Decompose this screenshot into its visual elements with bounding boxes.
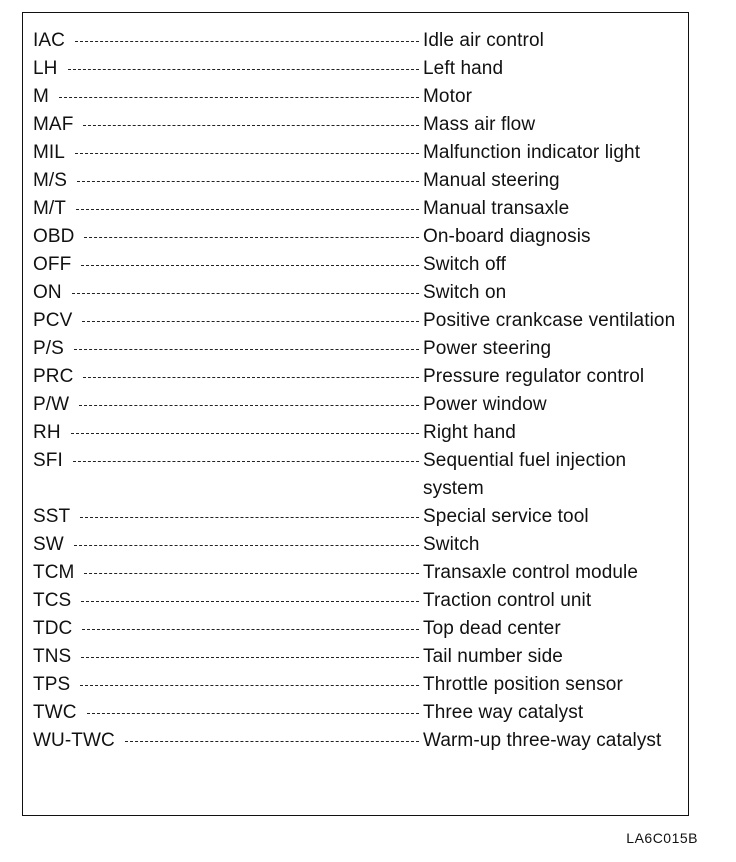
abbreviation-row bbox=[33, 139, 682, 167]
abbreviation-term: TCM bbox=[33, 562, 75, 583]
abbreviation-list bbox=[33, 27, 682, 755]
abbreviation-definition: Mass air flow bbox=[423, 114, 536, 135]
abbreviation-cell bbox=[33, 587, 423, 615]
abbreviation-definition: Pressure regulator control bbox=[423, 366, 645, 387]
abbreviation-term: WU-TWC bbox=[33, 730, 115, 751]
abbreviation-cell bbox=[33, 643, 423, 671]
abbreviation-term: SW bbox=[33, 534, 64, 555]
abbreviation-row bbox=[33, 363, 682, 391]
dotted-leader bbox=[59, 83, 419, 111]
abbreviation-cell bbox=[33, 699, 423, 727]
abbreviation-definition: On-board diagnosis bbox=[423, 226, 591, 247]
abbreviation-row bbox=[33, 195, 682, 223]
abbreviation-definition: Left hand bbox=[423, 58, 504, 79]
abbreviation-cell bbox=[33, 111, 423, 139]
abbreviation-cell bbox=[33, 447, 423, 475]
abbreviation-cell bbox=[33, 559, 423, 587]
abbreviation-definition: Positive crankcase ventilation bbox=[423, 310, 676, 331]
abbreviation-row bbox=[33, 615, 682, 643]
abbreviation-definition: Special service tool bbox=[423, 506, 589, 527]
abbreviation-cell bbox=[33, 671, 423, 699]
abbreviation-term: SFI bbox=[33, 450, 63, 471]
abbreviation-row bbox=[33, 447, 682, 503]
dotted-leader bbox=[80, 503, 419, 531]
abbreviation-term: M/T bbox=[33, 198, 67, 219]
abbreviation-row bbox=[33, 643, 682, 671]
abbreviation-definition: Traction control unit bbox=[423, 590, 592, 611]
abbreviation-definition: Switch bbox=[423, 534, 480, 555]
abbreviation-cell bbox=[33, 55, 423, 83]
abbreviation-term: P/S bbox=[33, 338, 64, 359]
dotted-leader bbox=[81, 251, 419, 279]
abbreviation-term: P/W bbox=[33, 394, 70, 415]
abbreviation-row bbox=[33, 307, 682, 335]
dotted-leader bbox=[81, 587, 419, 615]
abbreviation-row bbox=[33, 223, 682, 251]
abbreviation-definition: Power window bbox=[423, 394, 547, 415]
abbreviation-definition: Power steering bbox=[423, 338, 552, 359]
abbreviation-row bbox=[33, 727, 682, 755]
abbreviation-cell bbox=[33, 727, 423, 755]
abbreviation-definition: Right hand bbox=[423, 422, 516, 443]
abbreviation-row bbox=[33, 587, 682, 615]
abbreviation-definition: Warm-up three-way catalyst bbox=[423, 730, 662, 751]
dotted-leader bbox=[68, 55, 420, 83]
abbreviation-definition: Transaxle control module bbox=[423, 562, 639, 583]
abbreviation-definition: Manual steering bbox=[423, 170, 560, 191]
dotted-leader bbox=[79, 391, 419, 419]
abbreviation-definition: Top dead center bbox=[423, 618, 561, 639]
abbreviation-cell bbox=[33, 223, 423, 251]
abbreviation-definition: Motor bbox=[423, 86, 473, 107]
abbreviation-definition: Switch on bbox=[423, 282, 507, 303]
abbreviation-definition: Tail number side bbox=[423, 646, 563, 667]
abbreviation-cell bbox=[33, 83, 423, 111]
abbreviation-row bbox=[33, 419, 682, 447]
dotted-leader bbox=[73, 447, 419, 475]
abbreviation-term: ON bbox=[33, 282, 62, 303]
abbreviation-cell bbox=[33, 615, 423, 643]
abbreviation-term: TCS bbox=[33, 590, 72, 611]
dotted-leader bbox=[83, 111, 419, 139]
abbreviation-row bbox=[33, 391, 682, 419]
abbreviation-row bbox=[33, 279, 682, 307]
abbreviation-term: OBD bbox=[33, 226, 75, 247]
dotted-leader bbox=[75, 27, 419, 55]
abbreviation-row bbox=[33, 503, 682, 531]
abbreviation-cell bbox=[33, 307, 423, 335]
abbreviation-cell bbox=[33, 195, 423, 223]
dotted-leader bbox=[83, 363, 419, 391]
abbreviation-definition: Manual transaxle bbox=[423, 198, 570, 219]
figure-code: LA6C015B bbox=[626, 830, 698, 846]
abbreviation-cell bbox=[33, 27, 423, 55]
abbreviation-term: TWC bbox=[33, 702, 77, 723]
abbreviation-term: M bbox=[33, 86, 49, 107]
abbreviation-row bbox=[33, 83, 682, 111]
dotted-leader bbox=[77, 167, 419, 195]
abbreviation-cell bbox=[33, 167, 423, 195]
dotted-leader bbox=[82, 307, 419, 335]
dotted-leader bbox=[74, 335, 419, 363]
abbreviation-term: OFF bbox=[33, 254, 72, 275]
dotted-leader bbox=[71, 419, 419, 447]
abbreviation-cell bbox=[33, 503, 423, 531]
abbreviation-cell bbox=[33, 531, 423, 559]
dotted-leader bbox=[84, 223, 419, 251]
abbreviation-definition: Three way catalyst bbox=[423, 702, 584, 723]
abbreviation-definition: Idle air control bbox=[423, 30, 544, 51]
abbreviation-term: TDC bbox=[33, 618, 73, 639]
dotted-leader bbox=[81, 643, 419, 671]
abbreviation-cell bbox=[33, 391, 423, 419]
abbreviation-cell bbox=[33, 363, 423, 391]
abbreviation-definition: Malfunction indicator light bbox=[423, 142, 641, 163]
abbreviation-term: RH bbox=[33, 422, 61, 443]
abbreviation-term: IAC bbox=[33, 30, 65, 51]
abbreviation-table-frame bbox=[22, 12, 689, 816]
abbreviation-definition: Sequential fuel injection system bbox=[423, 450, 627, 499]
dotted-leader bbox=[82, 615, 419, 643]
abbreviation-term: MAF bbox=[33, 114, 74, 135]
abbreviation-cell bbox=[33, 251, 423, 279]
abbreviation-term: PCV bbox=[33, 310, 73, 331]
abbreviation-row bbox=[33, 111, 682, 139]
abbreviation-cell bbox=[33, 139, 423, 167]
dotted-leader bbox=[72, 279, 419, 307]
dotted-leader bbox=[84, 559, 419, 587]
abbreviation-definition: Switch off bbox=[423, 254, 507, 275]
dotted-leader bbox=[75, 139, 419, 167]
abbreviation-cell bbox=[33, 279, 423, 307]
abbreviation-row bbox=[33, 671, 682, 699]
abbreviation-row bbox=[33, 699, 682, 727]
abbreviation-row bbox=[33, 559, 682, 587]
abbreviation-term: M/S bbox=[33, 170, 68, 191]
abbreviation-term: LH bbox=[33, 58, 58, 79]
dotted-leader bbox=[74, 531, 419, 559]
abbreviation-term: MIL bbox=[33, 142, 65, 163]
abbreviation-cell bbox=[33, 419, 423, 447]
dotted-leader bbox=[87, 699, 419, 727]
abbreviation-row bbox=[33, 55, 682, 83]
abbreviation-term: PRC bbox=[33, 366, 74, 387]
abbreviation-term: TNS bbox=[33, 646, 72, 667]
abbreviation-row bbox=[33, 27, 682, 55]
abbreviation-row bbox=[33, 167, 682, 195]
abbreviation-term: SST bbox=[33, 506, 71, 527]
abbreviation-row bbox=[33, 335, 682, 363]
abbreviation-row bbox=[33, 531, 682, 559]
dotted-leader bbox=[76, 195, 419, 223]
abbreviation-term: TPS bbox=[33, 674, 71, 695]
abbreviation-row bbox=[33, 251, 682, 279]
abbreviation-cell bbox=[33, 335, 423, 363]
abbreviation-definition: Throttle position sensor bbox=[423, 674, 623, 695]
dotted-leader bbox=[80, 671, 419, 699]
dotted-leader bbox=[125, 727, 419, 755]
